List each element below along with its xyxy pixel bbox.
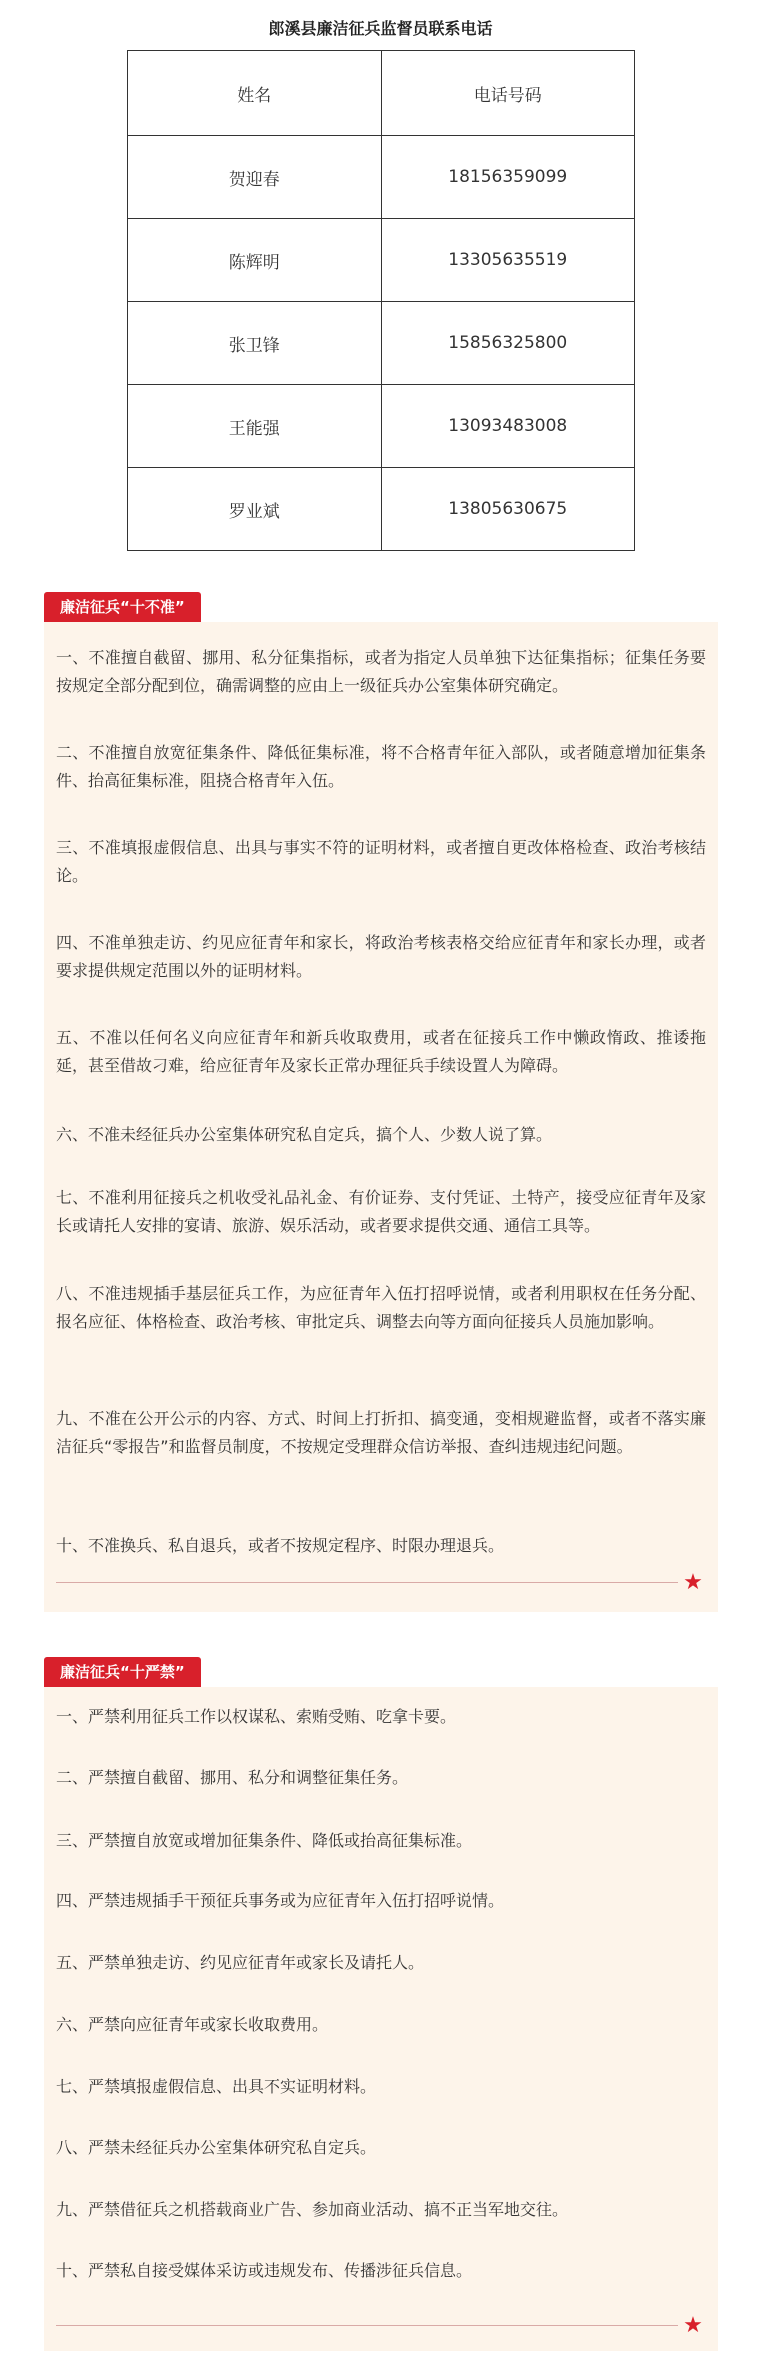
list-item: 十、不准换兵、私自退兵，或者不按规定程序、时限办理退兵。: [56, 1536, 505, 1555]
header-name: 姓名: [128, 51, 382, 136]
divider-line: [56, 1582, 678, 1583]
star-icon: ★: [683, 2313, 703, 2338]
list-item: 七、不准利用征接兵之机收受礼品礼金、有价证券、支付凭证、土特产，接受应征青年及家长或请托人安排的宴请、旅游、娱乐活动，或者要求提供交通、通信工具等。: [56, 1188, 706, 1235]
list-item: 七、严禁填报虚假信息、出具不实证明材料。: [56, 2077, 377, 2096]
contact-name: 王能强: [128, 385, 382, 468]
contact-phone: 13305635519: [381, 219, 635, 302]
section-tag-ten-prohibitions: 廉洁征兵“十不准”: [44, 592, 201, 622]
page-title: 郎溪县廉洁征兵监督员联系电话: [268, 19, 493, 38]
list-item: 二、严禁擅自截留、挪用、私分和调整征集任务。: [56, 1768, 409, 1787]
list-item: 八、不准违规插手基层征兵工作，为应征青年入伍打招呼说情，或者利用职权在任务分配、报名应征、体格检查、政治考核、审批定兵、调整去向等方面向征接兵人员施加影响。: [56, 1284, 706, 1331]
table-row: [128, 385, 635, 468]
list-item: 一、不准擅自截留、挪用、私分征集指标，或者为指定人员单独下达征集指标；征集任务要按规定全部分配到位，确需调整的应由上一级征兵办公室集体研究确定。: [56, 648, 706, 695]
list-item: 二、不准擅自放宽征集条件、降低征集标准，将不合格青年征入部队，或者随意增加征集条件、抬高征集标准，阻挠合格青年入伍。: [56, 743, 706, 790]
table-row: [128, 302, 635, 385]
contact-name: 张卫锋: [128, 302, 382, 385]
header-phone: 电话号码: [381, 51, 635, 136]
table-row: [128, 468, 635, 551]
contacts-table: [127, 50, 635, 551]
divider-line: [56, 2325, 678, 2326]
list-item: 六、严禁向应征青年或家长收取费用。: [56, 2015, 329, 2034]
list-item: 三、严禁擅自放宽或增加征集条件、降低或抬高征集标准。: [56, 1831, 473, 1850]
table-row: [128, 136, 635, 219]
list-item: 十、严禁私自接受媒体采访或违规发布、传播涉征兵信息。: [56, 2261, 473, 2280]
list-item: 六、不准未经征兵办公室集体研究私自定兵，搞个人、少数人说了算。: [56, 1125, 553, 1144]
section-panel-ten-bans: [44, 1687, 718, 2351]
list-item: 四、不准单独走访、约见应征青年和家长，将政治考核表格交给应征青年和家长办理，或者要求提供规定范围以外的证明材料。: [56, 933, 706, 980]
contact-name: 陈辉明: [128, 219, 382, 302]
contact-phone: 15856325800: [381, 302, 635, 385]
list-item: 一、严禁利用征兵工作以权谋私、索贿受贿、吃拿卡要。: [56, 1707, 457, 1726]
section-tag-ten-bans: 廉洁征兵“十严禁”: [44, 1657, 201, 1687]
list-item: 五、不准以任何名义向应征青年和新兵收取费用，或者在征接兵工作中懒政惰政、推诿拖延，甚至借故刁难，给应征青年及家长正常办理征兵手续设置人为障碍。: [56, 1028, 706, 1075]
contact-phone: 13093483008: [381, 385, 635, 468]
section-panel-ten-prohibitions: [44, 622, 718, 1612]
star-icon: ★: [683, 1570, 703, 1595]
list-item: 五、严禁单独走访、约见应征青年或家长及请托人。: [56, 1953, 425, 1972]
table-row: [128, 219, 635, 302]
list-item: 三、不准填报虚假信息、出具与事实不符的证明材料，或者擅自更改体格检查、政治考核结论。: [56, 838, 706, 885]
list-item: 九、严禁借征兵之机搭载商业广告、参加商业活动、搞不正当军地交往。: [56, 2200, 569, 2219]
contact-name: 罗业斌: [128, 468, 382, 551]
table-header-row: [128, 51, 635, 136]
contact-phone: 18156359099: [381, 136, 635, 219]
list-item: 九、不准在公开公示的内容、方式、时间上打折扣、搞变通，变相规避监督，或者不落实廉洁征兵“零报告”和监督员制度，不按规定受理群众信访举报、查纠违规违纪问题。: [56, 1409, 706, 1456]
contact-phone: 13805630675: [381, 468, 635, 551]
contact-name: 贺迎春: [128, 136, 382, 219]
list-item: 八、严禁未经征兵办公室集体研究私自定兵。: [56, 2138, 377, 2157]
list-item: 四、严禁违规插手干预征兵事务或为应征青年入伍打招呼说情。: [56, 1891, 505, 1910]
